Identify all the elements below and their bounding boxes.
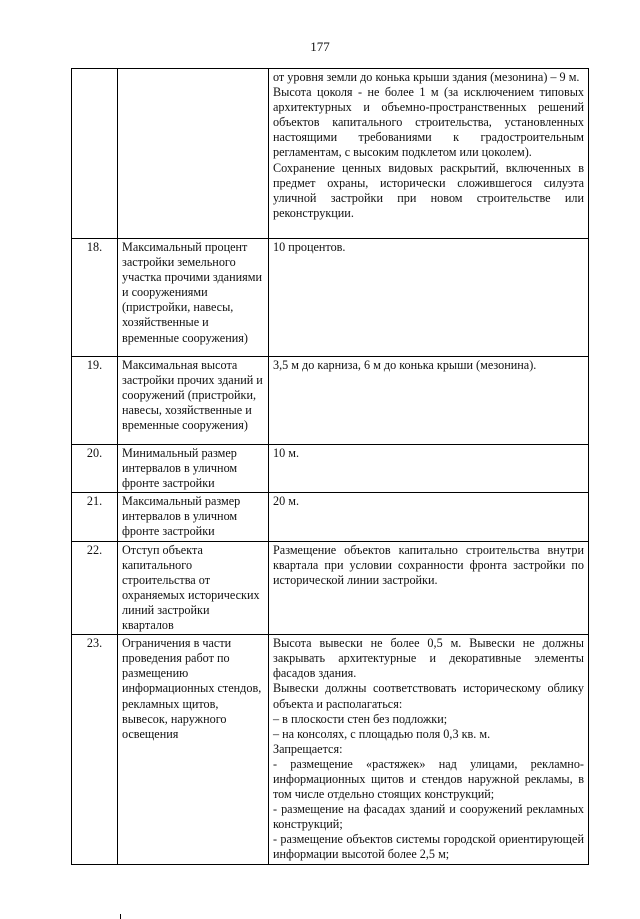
value-paragraph: - размещение «растяжек» над улицами, рекламно-информационных щитов и стендов наружной рекламы, в том числе отдельно стоящих конструкций; <box>273 756 584 802</box>
value-paragraph: Высота вывески не более 0,5 м. Вывески не должны закрывать архитектурные и декоративные элементы фасадов здания. <box>273 636 584 681</box>
value-paragraph: от уровня земли до конька крыши здания (мезонина) – 9 м. <box>273 70 580 84</box>
row-number-cell: 20. <box>72 445 118 493</box>
parameter-value-cell <box>269 635 589 864</box>
row-number-cell: 21. <box>72 493 118 541</box>
value-paragraph: 3,5 м до карниза, 6 м до конька крыши (мезонина). <box>273 358 537 372</box>
parameter-value-cell <box>269 493 589 541</box>
value-paragraph: 20 м. <box>273 494 299 509</box>
row-number-cell: 18. <box>72 239 118 357</box>
parameter-name-cell: Отступ объекта капитального строительства от охраняемых исторических линий застройки кварталов <box>118 541 269 635</box>
parameter-value-cell <box>269 541 589 635</box>
value-paragraph: Запрещается: <box>273 741 343 756</box>
value-paragraph: Вывески должны соответствовать историческому облику объекта и располагаться: <box>273 681 584 711</box>
regulations-table <box>71 68 589 865</box>
page-number: 177 <box>310 39 330 54</box>
parameter-name-cell: Минимальный размер интервалов в уличном фронте застройки <box>118 445 269 493</box>
value-paragraph: – в плоскости стен без подложки; <box>273 711 448 726</box>
table-row <box>72 541 589 635</box>
table-row <box>72 357 589 445</box>
value-paragraph: Высота цоколя - не более 1 м (за исключением типовых архитектурных и объемно-пространственных решений объектов капитального строительства, установленных настоящими требованиями к градостроительным регламентам, с высоким подклетом или цоколем). <box>273 85 584 160</box>
table-row <box>72 445 589 493</box>
parameter-name-cell <box>118 69 269 239</box>
parameter-value-cell <box>269 445 589 493</box>
row-number-cell: 22. <box>72 541 118 635</box>
row-number-cell <box>72 69 118 239</box>
value-paragraph: - размещение на фасадах зданий и сооружений рекламных конструкций; <box>273 802 584 832</box>
parameter-value-cell <box>269 357 589 445</box>
parameter-name-cell: Ограничения в части проведения работ по размещению информационных стендов, рекламных щитов, вывесок, наружного освещения <box>118 635 269 864</box>
parameter-value-cell <box>269 69 589 239</box>
parameter-name-cell: Максимальный процент застройки земельного участка прочими зданиями и сооружениями (пристройки, навесы, хозяйственные и временные сооружения) <box>118 239 269 357</box>
table-row <box>72 239 589 357</box>
table-row <box>72 69 589 239</box>
table-row <box>72 493 589 541</box>
parameter-name-cell: Максимальная высота застройки прочих зданий и сооружений (пристройки, навесы, хозяйственные и временные сооружения) <box>118 357 269 445</box>
table-row <box>72 635 589 864</box>
value-paragraph: Сохранение ценных видовых раскрытий, включенных в предмет охраны, исторически сложившегося силуэта уличной застройки при новом строительстве или реконструкции. <box>273 160 584 220</box>
row-number-cell: 23. <box>72 635 118 864</box>
value-paragraph: 10 м. <box>273 446 299 460</box>
value-paragraph: Размещение объектов капитально строительства внутри квартала при условии сохранности фронта застройки по исторической линии застройки. <box>273 542 584 587</box>
parameter-value-cell <box>269 239 589 357</box>
value-paragraph: – на консолях, с площадью поля 0,3 кв. м. <box>273 726 491 741</box>
value-paragraph: - размещение объектов системы городской ориентирующей информации высотой более 2,5 м; <box>273 832 584 862</box>
regulations-table-body <box>72 69 589 865</box>
value-paragraph: 10 процентов. <box>273 240 346 254</box>
parameter-name-cell: Максимальный размер интервалов в уличном фронте застройки <box>118 493 269 541</box>
table-continuation-line <box>120 914 121 919</box>
row-number-cell: 19. <box>72 357 118 445</box>
